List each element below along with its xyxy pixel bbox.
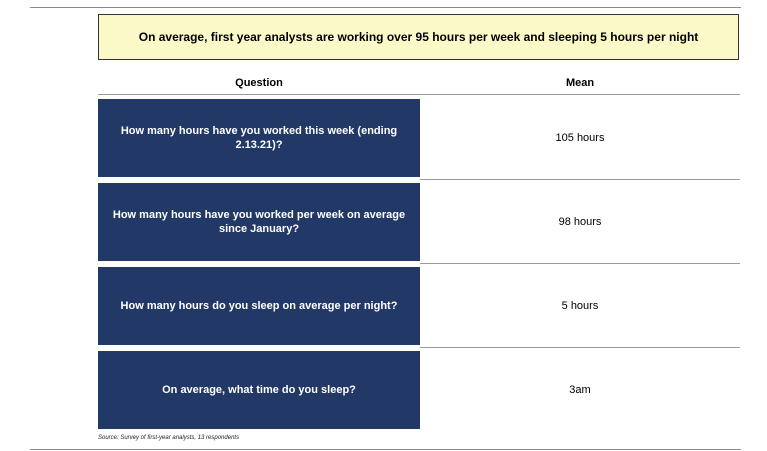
row-divider: [420, 263, 740, 264]
question-text: How many hours have you worked per week on average since January?: [112, 209, 406, 235]
question-cell: [98, 183, 420, 261]
table-row: [98, 351, 740, 429]
table-row: [98, 267, 740, 345]
mean-value: 98 hours: [558, 216, 602, 228]
row-divider: [420, 179, 740, 180]
mean-value: 105 hours: [555, 132, 605, 144]
question-cell: [98, 267, 420, 345]
question-text: On average, what time do you sleep?: [162, 384, 356, 396]
question-text: How many hours have you worked this week (ending 2.13.21)?: [120, 125, 398, 151]
source-note: Source: Survey of first-year analysts, 13 respondents: [98, 435, 240, 441]
header-divider: [98, 94, 740, 95]
headline-text: On average, first year analysts are working over 95 hours per week and sleeping 5 hours per night: [138, 30, 699, 44]
top-divider: [30, 7, 741, 8]
mean-cell: [420, 99, 740, 177]
question-text: How many hours do you sleep on average per night?: [120, 300, 398, 312]
table-row: [98, 183, 740, 261]
mean-value: 3am: [569, 384, 591, 396]
headline-banner: [98, 14, 739, 60]
bottom-divider: [30, 449, 741, 450]
mean-cell: [420, 267, 740, 345]
column-header-question: Question: [235, 77, 283, 89]
table-row: [98, 99, 740, 177]
column-header-mean: Mean: [565, 77, 595, 89]
mean-cell: [420, 183, 740, 261]
question-cell: [98, 99, 420, 177]
mean-value: 5 hours: [561, 300, 599, 312]
question-cell: [98, 351, 420, 429]
mean-cell: [420, 351, 740, 429]
row-divider: [420, 347, 740, 348]
